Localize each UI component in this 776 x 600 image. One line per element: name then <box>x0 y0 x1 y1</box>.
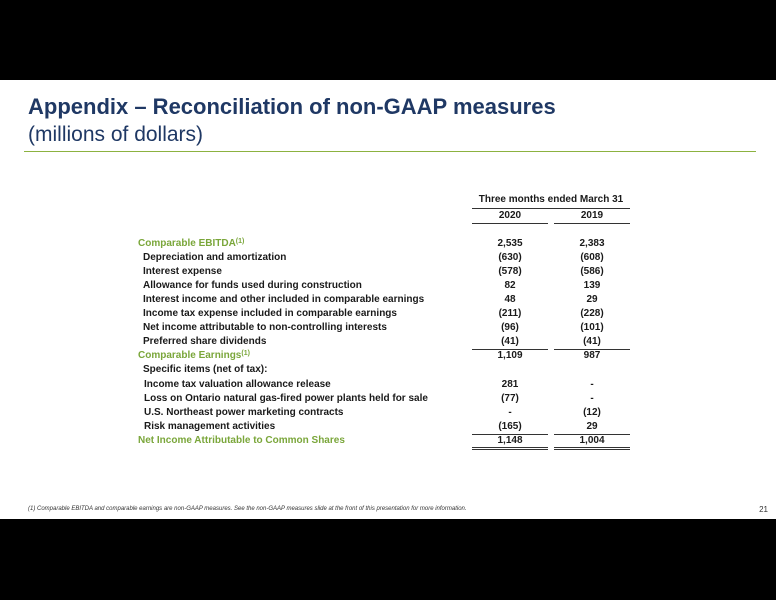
row-label: Interest expense <box>143 266 222 277</box>
value-2020: 82 <box>504 280 516 291</box>
row-risk-management <box>138 421 630 435</box>
row-valuation-allowance <box>138 379 630 393</box>
row-label: Comparable Earnings$^{(1)}$ <box>138 350 250 361</box>
value-2019: 29 <box>586 294 598 305</box>
row-label: Preferred share dividends <box>143 336 267 347</box>
row-label: Risk management activities <box>144 421 276 432</box>
period-header: Three months ended March 31 <box>472 194 630 209</box>
row-net-income <box>138 435 630 449</box>
row-interest-income <box>138 294 630 308</box>
row-label: Comparable EBITDA$^{(1)}$ <box>138 238 245 249</box>
value-2020: 2,535 <box>497 238 523 249</box>
row-afudc <box>138 280 630 294</box>
slide <box>0 80 776 519</box>
year-header-2019: 2019 <box>554 210 630 224</box>
value-2019: 139 <box>583 280 601 291</box>
value-2020: (96) <box>501 322 519 333</box>
row-preferred-dividends <box>138 336 630 350</box>
row-label: U.S. Northeast power marketing contracts <box>144 407 344 418</box>
footnote-ref: (1) <box>235 238 245 245</box>
value-2020: 1,148 <box>472 435 548 450</box>
row-depreciation <box>138 252 630 266</box>
row-label: Allowance for funds used during construction <box>143 280 362 291</box>
value-2019: (41) <box>554 336 630 350</box>
page-number: 21 <box>759 505 768 514</box>
row-label: Depreciation and amortization <box>143 252 287 263</box>
row-label: Net income attributable to non-controlling interests <box>143 322 387 333</box>
value-2020: (41) <box>472 336 548 350</box>
value-2020: 281 <box>501 379 519 390</box>
value-2020: (165) <box>472 421 548 435</box>
value-2020: - <box>508 407 512 418</box>
row-label: Net Income Attributable to Common Shares <box>138 435 345 446</box>
value-2019: (586) <box>580 266 604 277</box>
slide-subtitle: (millions of dollars) <box>28 123 204 146</box>
value-2019: 1,004 <box>554 435 630 450</box>
row-income-tax-expense <box>138 308 630 322</box>
row-us-northeast-power <box>138 407 630 421</box>
value-2019: (101) <box>580 322 604 333</box>
value-2020: (211) <box>498 308 522 319</box>
row-interest-expense <box>138 266 630 280</box>
row-non-controlling-interests <box>138 322 630 336</box>
row-label: Specific items (net of tax): <box>143 364 268 375</box>
value-2019: (608) <box>580 252 604 263</box>
value-2020: (77) <box>501 393 519 404</box>
value-2019: 29 <box>554 421 630 435</box>
row-label: Loss on Ontario natural gas-fired power plants held for sale <box>144 393 428 404</box>
value-2020: (630) <box>498 252 522 263</box>
value-2020: 48 <box>504 294 516 305</box>
value-2019: (12) <box>583 407 601 418</box>
value-2019: (228) <box>580 308 604 319</box>
row-label: Income tax valuation allowance release <box>144 379 331 390</box>
value-2020: (578) <box>498 266 522 277</box>
slide-title: Appendix – Reconciliation of non-GAAP measures <box>28 94 556 119</box>
value-2020: 1,109 <box>497 350 523 361</box>
value-2019: - <box>590 393 594 404</box>
row-ontario-loss <box>138 393 630 407</box>
year-header-2020: 2020 <box>472 210 548 224</box>
row-label: Income tax expense included in comparable earnings <box>143 308 397 319</box>
title-divider <box>24 151 756 152</box>
value-2019: - <box>590 379 594 390</box>
value-2019: 2,383 <box>579 238 605 249</box>
footnote-ref: (1) <box>241 350 250 357</box>
row-comparable-earnings <box>138 350 630 364</box>
footnote: (1) Comparable EBITDA and comparable earnings are non-GAAP measures. See the non-GAAP measures slide at the front of this presentation for more information. <box>28 506 467 512</box>
value-2019: 987 <box>583 350 601 361</box>
row-specific-items-header <box>138 364 630 378</box>
row-comparable-ebitda <box>138 238 630 252</box>
row-label: Interest income and other included in comparable earnings <box>143 294 425 305</box>
